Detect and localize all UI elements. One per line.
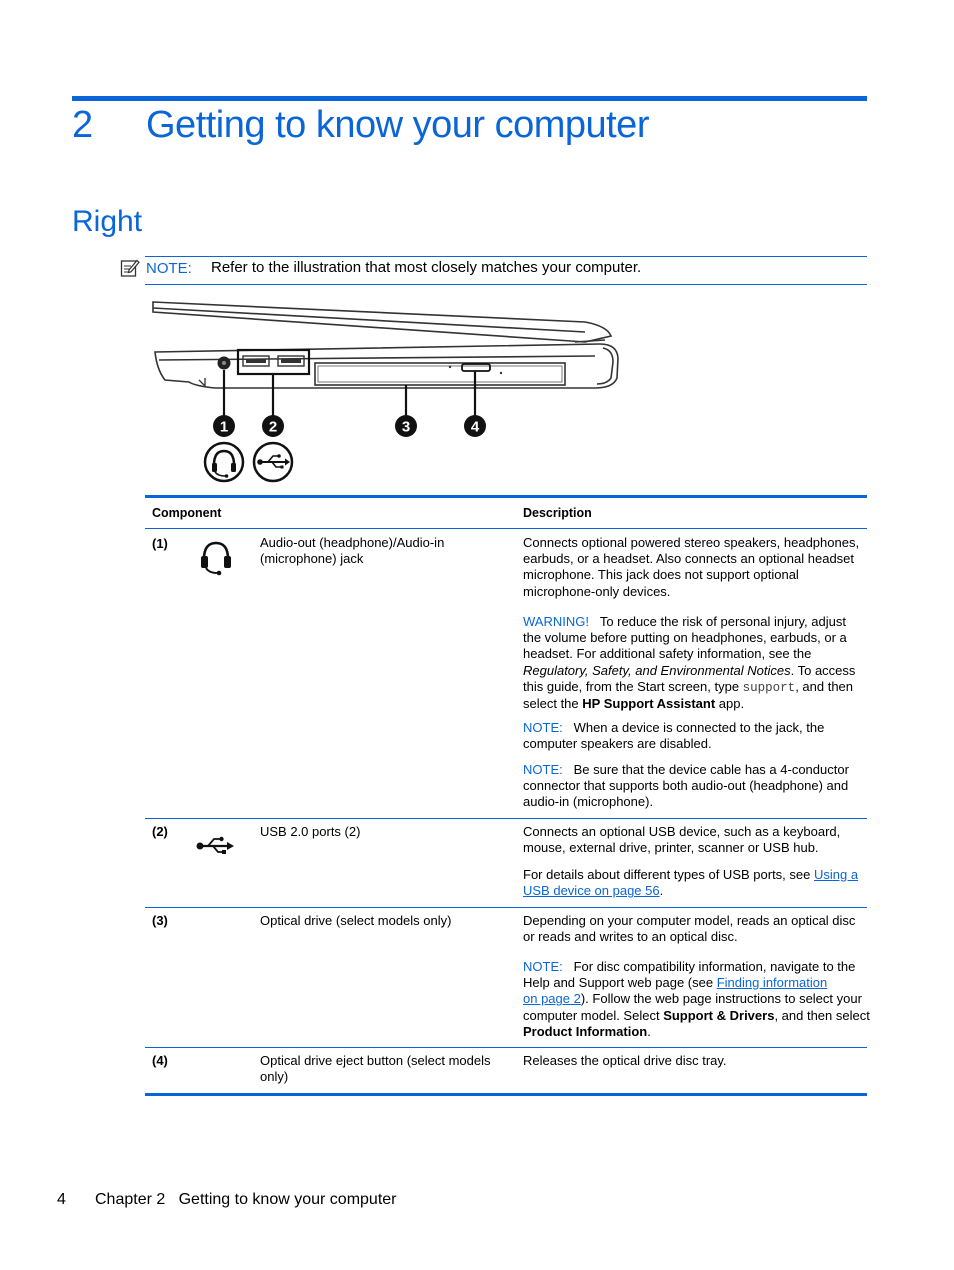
page-number: 4 bbox=[57, 1191, 66, 1208]
headphone-mic-icon bbox=[205, 443, 243, 481]
callout-number: 2 bbox=[268, 418, 278, 436]
laptop-right-side-illustration bbox=[145, 296, 625, 488]
finding-information-link[interactable]: on page 2 bbox=[523, 991, 581, 1007]
note-label: NOTE: bbox=[146, 260, 192, 277]
chapter-rule bbox=[72, 96, 867, 101]
headphone-mic-icon bbox=[198, 539, 234, 577]
chapter-title: Getting to know your computer bbox=[146, 104, 649, 146]
row-number: (3) bbox=[152, 913, 168, 928]
component-name: Optical drive (select models only) bbox=[260, 913, 452, 928]
row-number: (2) bbox=[152, 824, 168, 839]
note-block: NOTE: Be sure that the device cable has a 4-conductor connector that supports both audio-out (headphone) and audio-in (microphone). bbox=[523, 762, 849, 810]
note-label: NOTE: bbox=[523, 959, 563, 974]
usb-icon bbox=[254, 443, 292, 481]
row-rule bbox=[145, 907, 867, 908]
warning-block: WARNING! To reduce the risk of personal injury, adjust the volume before putting on headphones, earbuds, or a headset. For additional safety information, see the Regulatory, Safety, and Environmental Notices. To access this guide, from the Start screen, type support, and then select the HP Support Assistant app. bbox=[523, 614, 856, 712]
row-number: (1) bbox=[152, 536, 168, 551]
callout-number: 4 bbox=[470, 418, 480, 436]
code-text: support bbox=[742, 680, 796, 695]
row-rule bbox=[145, 818, 867, 819]
callout-2 bbox=[262, 415, 284, 437]
callout-number: 3 bbox=[401, 418, 411, 436]
section-title: Right bbox=[72, 205, 143, 238]
footer-text: Chapter 2 Getting to know your computer bbox=[95, 1191, 397, 1208]
note-icon bbox=[120, 258, 140, 278]
note-label: NOTE: bbox=[523, 762, 563, 777]
description: Connects an optional USB device, such as a keyboard, mouse, external drive, printer, scanner or USB hub. bbox=[523, 824, 841, 856]
usb-device-link[interactable]: USB device on page 56 bbox=[523, 883, 660, 899]
description: Connects optional powered stereo speakers, headphones, earbuds, or a headset. Also connects an optional headset microphone. This jack does not support optional microphone-only devices. bbox=[523, 535, 860, 599]
usb-device-link[interactable]: Using a bbox=[813, 867, 859, 882]
component-name: USB 2.0 ports (2) bbox=[260, 824, 361, 839]
chapter-heading bbox=[72, 104, 649, 147]
usb-icon bbox=[196, 836, 236, 856]
description: Depending on your computer model, reads an optical disc or reads and writes to an optical disc. bbox=[523, 913, 856, 945]
chapter-number: 2 bbox=[72, 104, 93, 146]
row-number: (4) bbox=[152, 1053, 168, 1068]
callout-4 bbox=[464, 415, 486, 437]
table-bottom-rule bbox=[145, 1093, 867, 1096]
warning-label: WARNING! bbox=[523, 614, 589, 629]
callout-1 bbox=[213, 415, 235, 437]
note-label: NOTE: bbox=[523, 720, 563, 735]
callout-3 bbox=[395, 415, 417, 437]
component-name: Optical drive eject button (select models only) bbox=[260, 1053, 491, 1085]
header-description: Description bbox=[523, 506, 592, 520]
description: Releases the optical drive disc tray. bbox=[523, 1053, 727, 1068]
note-block: NOTE: For disc compatibility information, navigate to the Help and Support web page (see Finding information on page 2). Follow the web page instructions to select your computer model. Select Support & Drivers, and then select Product Information. bbox=[523, 959, 870, 1039]
note-text: Refer to the illustration that most closely matches your computer. bbox=[211, 259, 642, 276]
header-rule bbox=[145, 528, 867, 529]
row-rule bbox=[145, 1047, 867, 1048]
note-block: NOTE: When a device is connected to the jack, the computer speakers are disabled. bbox=[523, 720, 825, 752]
finding-information-link[interactable]: Finding information bbox=[716, 975, 828, 991]
description-detail: For details about different types of USB ports, see Using a USB device on page 56. bbox=[523, 867, 859, 899]
header-component: Component bbox=[152, 506, 222, 520]
component-name: Audio-out (headphone)/Audio-in (microphone) jack bbox=[260, 535, 445, 567]
table-top-rule bbox=[145, 495, 867, 498]
callout-number: 1 bbox=[219, 418, 229, 436]
